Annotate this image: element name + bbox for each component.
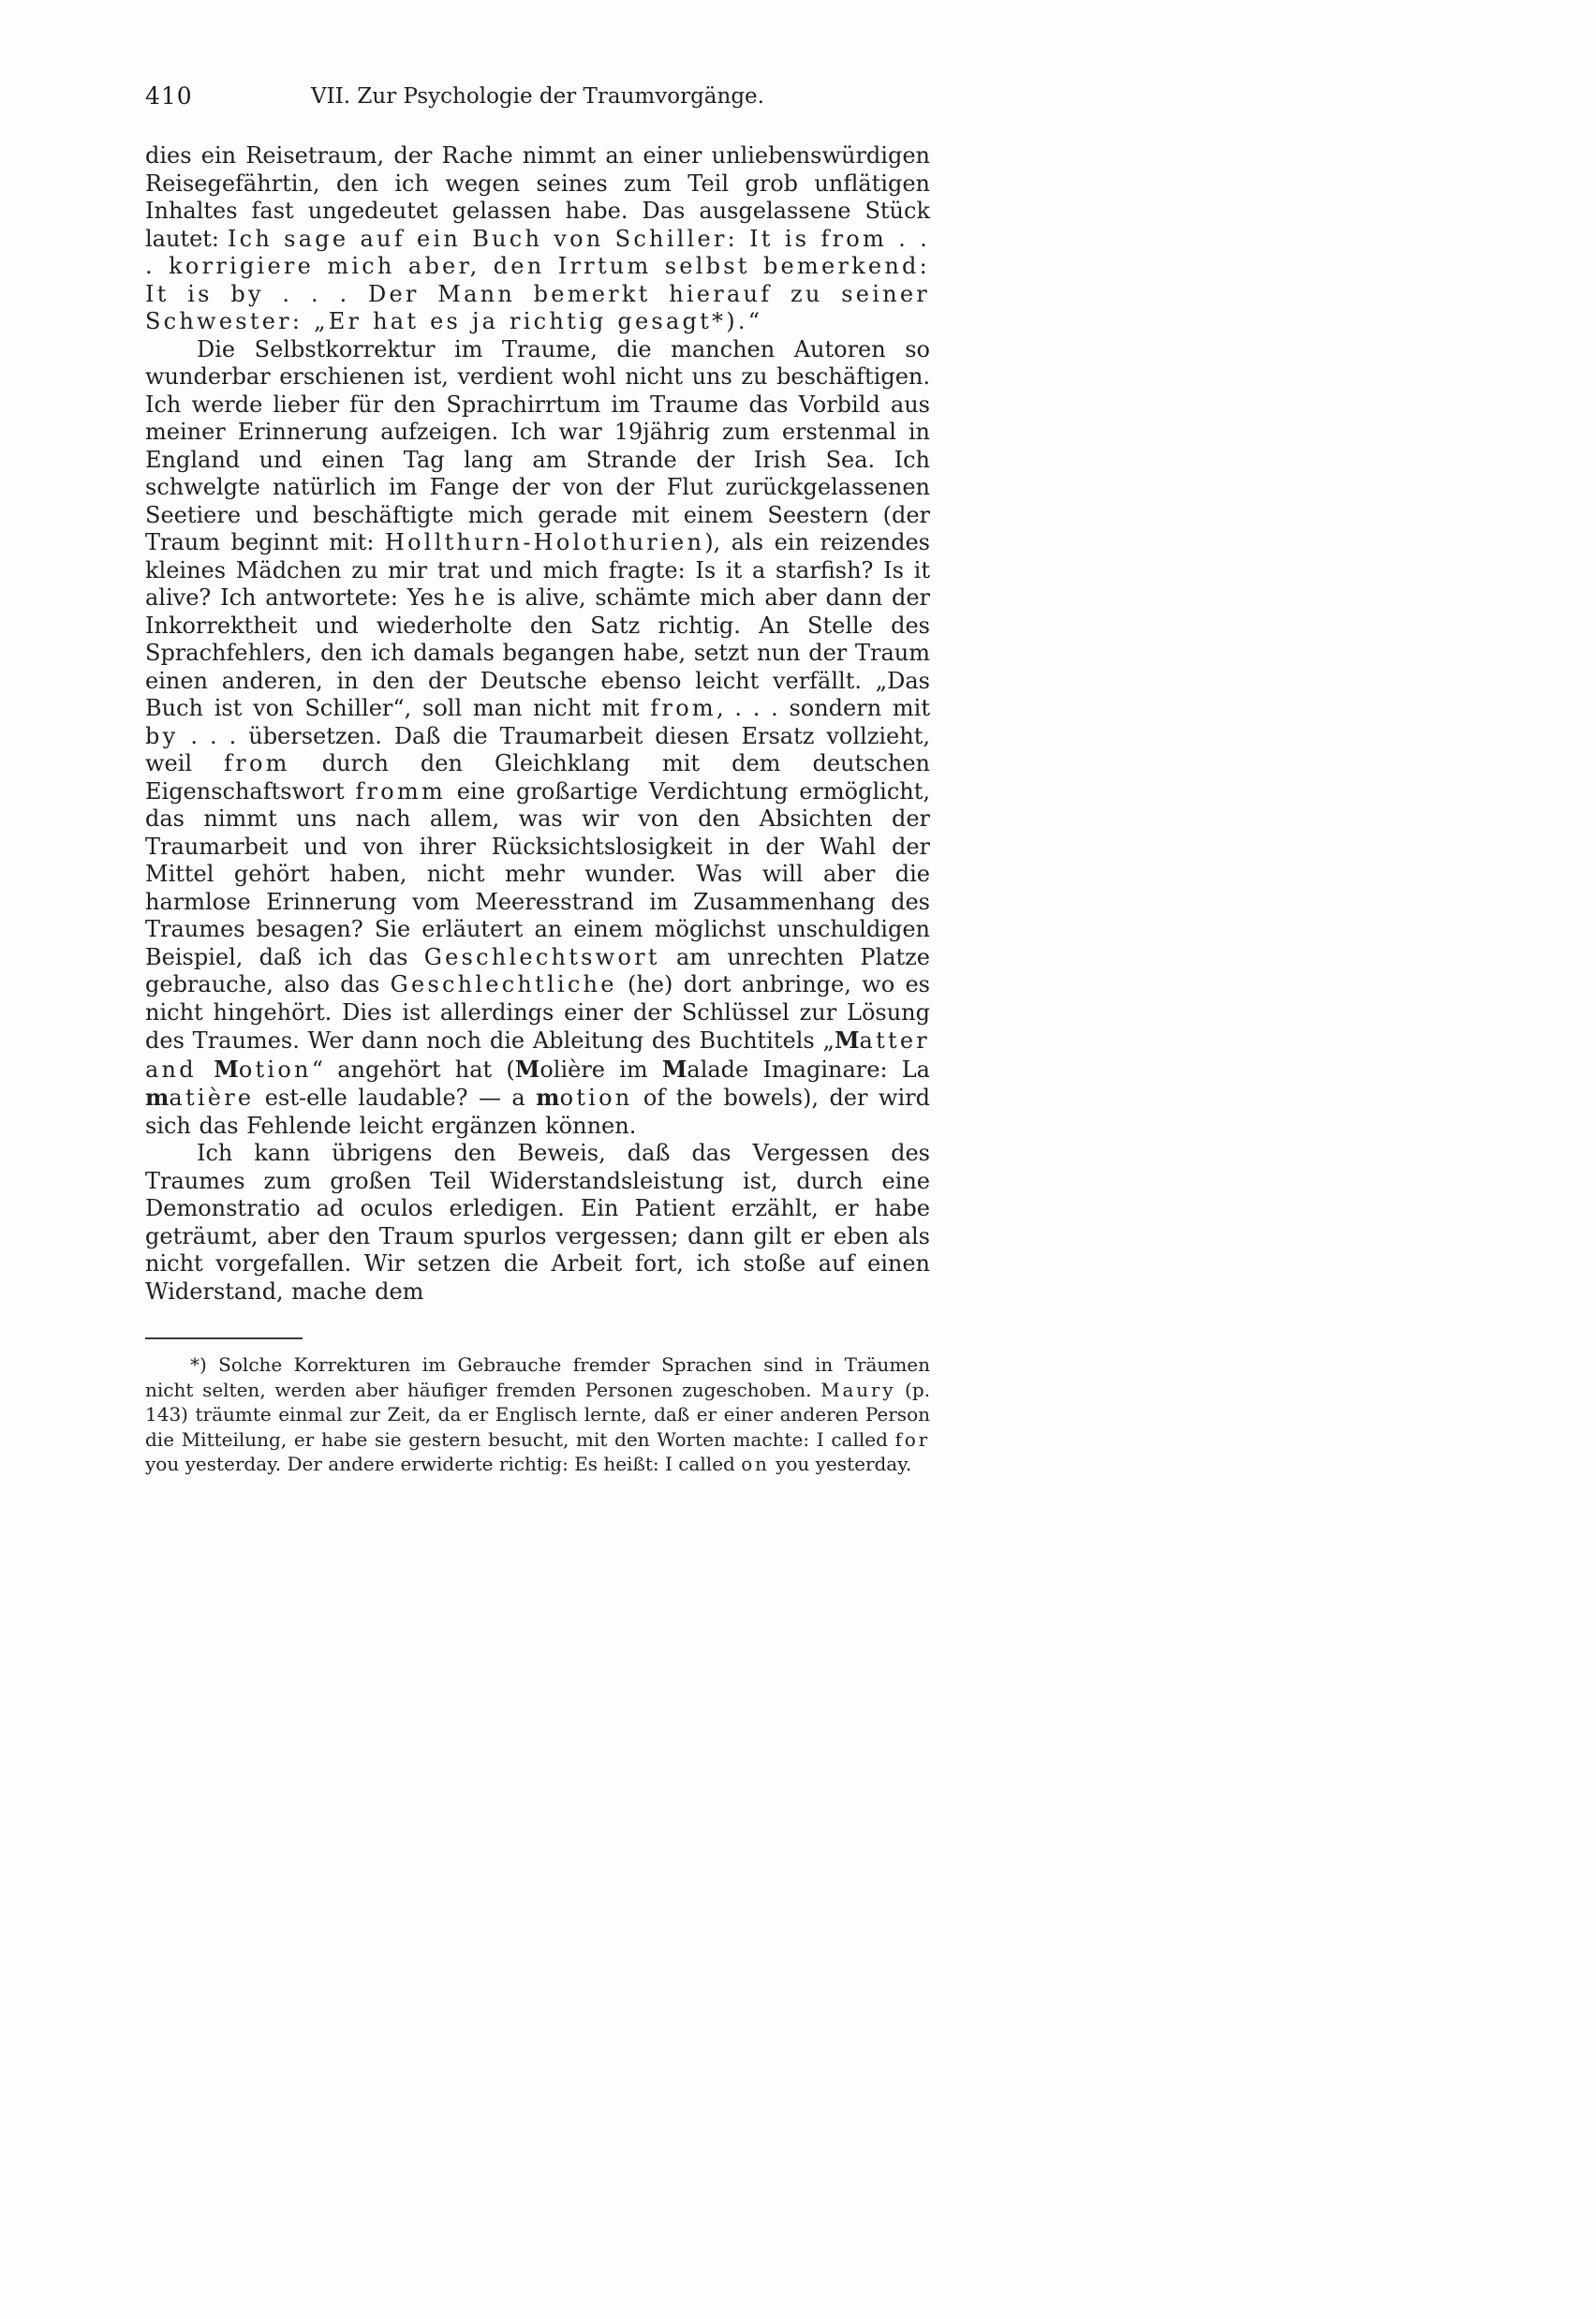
- body-paragraph-2: Die Selbstkorrektur im Traume, die manchen Autoren so wunderbar erschienen ist, verdient wohl nicht uns zu beschäftigen. Ich werde lieber für den Sprachirrtum im Traume das Vorbild aus meiner Erinnerung aufzeigen. Ich war 19jährig zum erstenmal in England und einen Tag lang am Strande der Irish Sea. Ich schwelgte natürlich im Fange der von der Flut zurückgelassenen Seetiere und beschäftigte mich gerade mit einem Seestern (der Traum beginnt mit: Hollthurn-Holothurien), als ein reizendes kleines Mädchen zu mir trat und mich fragte: Is it a starfish? Is it alive? Ich antwortete: Yes he is alive, schämte mich aber dann der Inkorrektheit und wiederholte den Satz richtig. An Stelle des Sprachfehlers, den ich damals begangen habe, setzt nun der Traum einen anderen, in den der Deutsche ebenso leicht verfällt. „Das Buch ist von Schiller“, soll man nicht mit from, . . . sondern mit by . . . übersetzen. Daß die Traumarbeit diesen Ersatz vollzieht, weil from durch den Gleichklang mit dem deutschen Eigenschaftswort fromm eine großartige Verdichtung ermöglicht, das nimmt uns nach allem, was wir von den Absichten der Traumarbeit und von ihrer Rücksichtslosigkeit in der Wahl der Mittel gehört haben, nicht mehr wunder. Was will aber die harmlose Erinnerung vom Meeresstrand im Zusammenhang des Traumes besagen? Sie erläutert an einem möglichst unschuldigen Beispiel, daß ich das Geschlechtswort am unrechten Platze gebrauche, also das Geschlechtliche (he) dort anbringe, wo es nicht hingehört. Dies ist allerdings einer der Schlüssel zur Lösung des Traumes. Wer dann noch die Ableitung des Buchtitels „Matter and Motion“ angehört hat (Molière im Malade Imaginare: La matière est-elle laudable? — a motion of the bowels), der wird sich das Fehlende leicht ergänzen können.: [145, 335, 931, 1139]
- running-header: VII. Zur Psychologie der Traumvorgänge.: [311, 84, 764, 109]
- page-number: 410: [145, 82, 193, 110]
- page-header: [145, 82, 930, 122]
- footnote-separator: [145, 1337, 303, 1339]
- body-paragraph-3: Ich kann übrigens den Beweis, daß das Vergessen des Traumes zum großen Teil Widerstandsleistung ist, durch eine Demonstratio ad oculos erledigen. Ein Patient erzählt, er habe geträumt, aber den Traum spurlos vergessen; dann gilt er eben als nicht vorgefallen. Wir setzen die Arbeit fort, ich stoße auf einen Widerstand, mache dem: [145, 1140, 930, 1305]
- text-block: [145, 82, 930, 1477]
- footnote: *) Solche Korrekturen im Gebrauche fremder Sprachen sind in Träumen nicht selten, werden aber häufiger fremden Personen zugeschoben. Maury (p. 143) träumte einmal zur Zeit, da er Englisch lernte, daß er einer anderen Person die Mitteilung, er habe sie gestern besucht, mit den Worten machte: I called for you yesterday. Der andere erwiderte richtig: Es heißt: I called on you yesterday.: [145, 1353, 930, 1475]
- body-paragraph-1: dies ein Reisetraum, der Rache nimmt an einer unliebenswürdigen Reisegefährtin, den ich wegen seines zum Teil grob unflätigen Inhaltes fast ungedeutet gelassen habe. Das ausgelassene Stück lautet: Ich sage auf ein Buch von Schiller: It is from . . . korrigiere mich aber, den Irrtum selbst bemerkend: It is by . . . Der Mann bemerkt hierauf zu seiner Schwester: „Er hat es ja richtig gesagt*).“: [145, 142, 930, 334]
